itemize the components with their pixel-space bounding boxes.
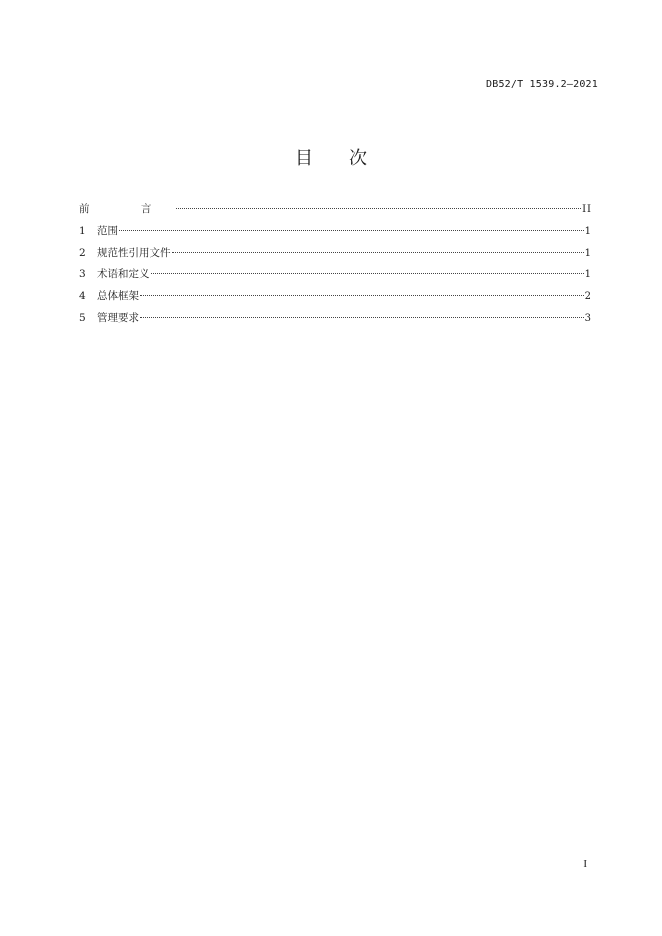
toc-entry-normative-references[interactable] [79,243,592,265]
toc-entry-label: 范围 [97,224,118,237]
toc-entry-page: 1 [584,269,592,281]
toc-entry-label: 管理要求 [97,311,139,324]
toc-entry-management-requirements[interactable] [79,308,592,330]
toc-entry-label: 术语和定义 [97,268,150,281]
toc-entry-number: 1 [79,224,86,237]
toc-entry-number: 2 [79,246,86,259]
toc-entry-page: 2 [584,291,592,303]
toc-leader-dots [151,273,584,274]
toc-entry-label: 前 言 [79,203,176,215]
toc-leader-dots [140,295,584,296]
title-char-2: 次 [349,148,367,169]
toc-leader-dots [119,230,584,231]
toc-entry-overall-framework[interactable] [79,286,592,308]
page-title [0,144,662,170]
toc-entry-terms-definitions[interactable] [79,264,592,286]
toc-entry-label: 规范性引用文件 [97,246,171,259]
toc-leader-dots [172,252,584,253]
document-code: DB52/T 1539.2—2021 [486,79,598,90]
toc-entry-page: 3 [584,312,592,324]
toc-entry-page: 1 [584,247,592,259]
toc-entry-label: 总体框架 [97,290,139,303]
toc-entry-number: 5 [79,311,86,324]
toc-entry-number: 3 [79,268,86,281]
page-number: I [583,858,587,870]
toc-leader-dots [140,317,584,318]
toc-entry-page: 1 [584,225,592,237]
table-of-contents [79,199,592,330]
toc-leader-dots [176,208,581,209]
toc-entry-scope[interactable] [79,221,592,243]
toc-entry-page: II [582,204,592,215]
toc-entry-number: 4 [79,290,86,303]
toc-entry-preface[interactable] [79,199,592,221]
title-char-1: 目 [295,148,313,169]
